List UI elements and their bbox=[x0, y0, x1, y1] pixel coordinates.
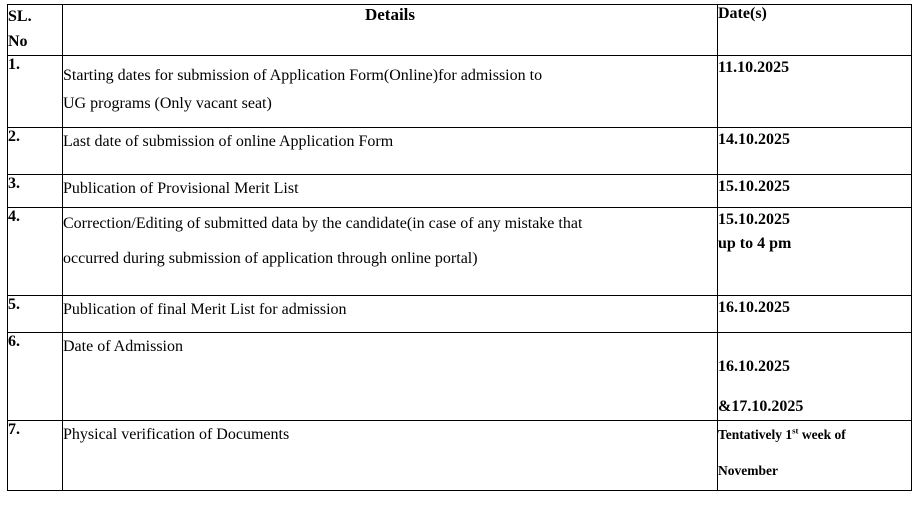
row-details bbox=[63, 55, 718, 127]
row-details bbox=[63, 332, 718, 421]
table-row bbox=[8, 174, 912, 207]
row-date bbox=[718, 421, 912, 491]
header-details: Details bbox=[63, 5, 718, 56]
row-details bbox=[63, 127, 718, 174]
row-date bbox=[718, 174, 912, 207]
row-date-ordinal-suffix: st bbox=[792, 425, 799, 436]
header-dates: Date(s) bbox=[718, 5, 912, 56]
row-date-line1: 15.10.2025 bbox=[718, 177, 790, 195]
table-row bbox=[8, 332, 912, 421]
admission-schedule-table bbox=[7, 4, 912, 491]
row-date bbox=[718, 55, 912, 127]
table-row bbox=[8, 295, 912, 332]
row-serial: 3. bbox=[8, 174, 63, 207]
table-row bbox=[8, 421, 912, 491]
row-details bbox=[63, 174, 718, 207]
row-date-line2: up to 4 pm bbox=[718, 235, 792, 253]
row-date-line1: 11.10.2025 bbox=[718, 58, 790, 76]
row-serial: 1. bbox=[8, 55, 63, 127]
header-serial-number bbox=[8, 5, 63, 56]
table-row bbox=[8, 207, 912, 295]
row-details-line1: Date of Admission bbox=[63, 337, 183, 355]
row-date-line1: 16.10.2025 bbox=[718, 357, 790, 375]
row-serial: 2. bbox=[8, 127, 63, 174]
row-details-line1: Correction/Editing of submitted data by the candidate(in case of any mistake that bbox=[63, 214, 583, 232]
table-header-row bbox=[8, 5, 912, 56]
row-date-prefix: Tentatively 1 bbox=[718, 426, 793, 442]
row-details-line1: Last date of submission of online Application Form bbox=[63, 132, 394, 150]
row-serial: 6. bbox=[8, 332, 63, 421]
table-row bbox=[8, 55, 912, 127]
header-serial-line2: No bbox=[8, 32, 28, 50]
row-date-line2: November bbox=[718, 462, 778, 478]
row-date-line2: &17.10.2025 bbox=[718, 398, 804, 416]
row-date bbox=[718, 207, 912, 295]
row-serial: 7. bbox=[8, 421, 63, 491]
row-details-line1: Physical verification of Documents bbox=[63, 426, 290, 444]
row-date-line1: 14.10.2025 bbox=[718, 130, 790, 148]
row-serial: 5. bbox=[8, 295, 63, 332]
row-date-line1: 15.10.2025 bbox=[718, 210, 790, 228]
row-details-line2: occurred during submission of application through online portal) bbox=[63, 250, 478, 268]
row-details bbox=[63, 207, 718, 295]
row-details-line1: Publication of final Merit List for admission bbox=[63, 300, 347, 318]
row-details-line1: Publication of Provisional Merit List bbox=[63, 179, 299, 197]
table-row bbox=[8, 127, 912, 174]
row-date bbox=[718, 332, 912, 421]
row-date-line1: 16.10.2025 bbox=[718, 298, 790, 316]
row-date-suffix: week of bbox=[798, 426, 846, 442]
row-serial: 4. bbox=[8, 207, 63, 295]
row-date bbox=[718, 295, 912, 332]
row-date bbox=[718, 127, 912, 174]
row-details bbox=[63, 295, 718, 332]
row-details-line2: UG programs (Only vacant seat) bbox=[63, 94, 272, 112]
row-date-line1 bbox=[718, 421, 911, 443]
header-serial-line1: SL. bbox=[8, 8, 32, 25]
row-details bbox=[63, 421, 718, 491]
row-details-line1: Starting dates for submission of Application Form(Online)for admission to bbox=[63, 66, 543, 84]
